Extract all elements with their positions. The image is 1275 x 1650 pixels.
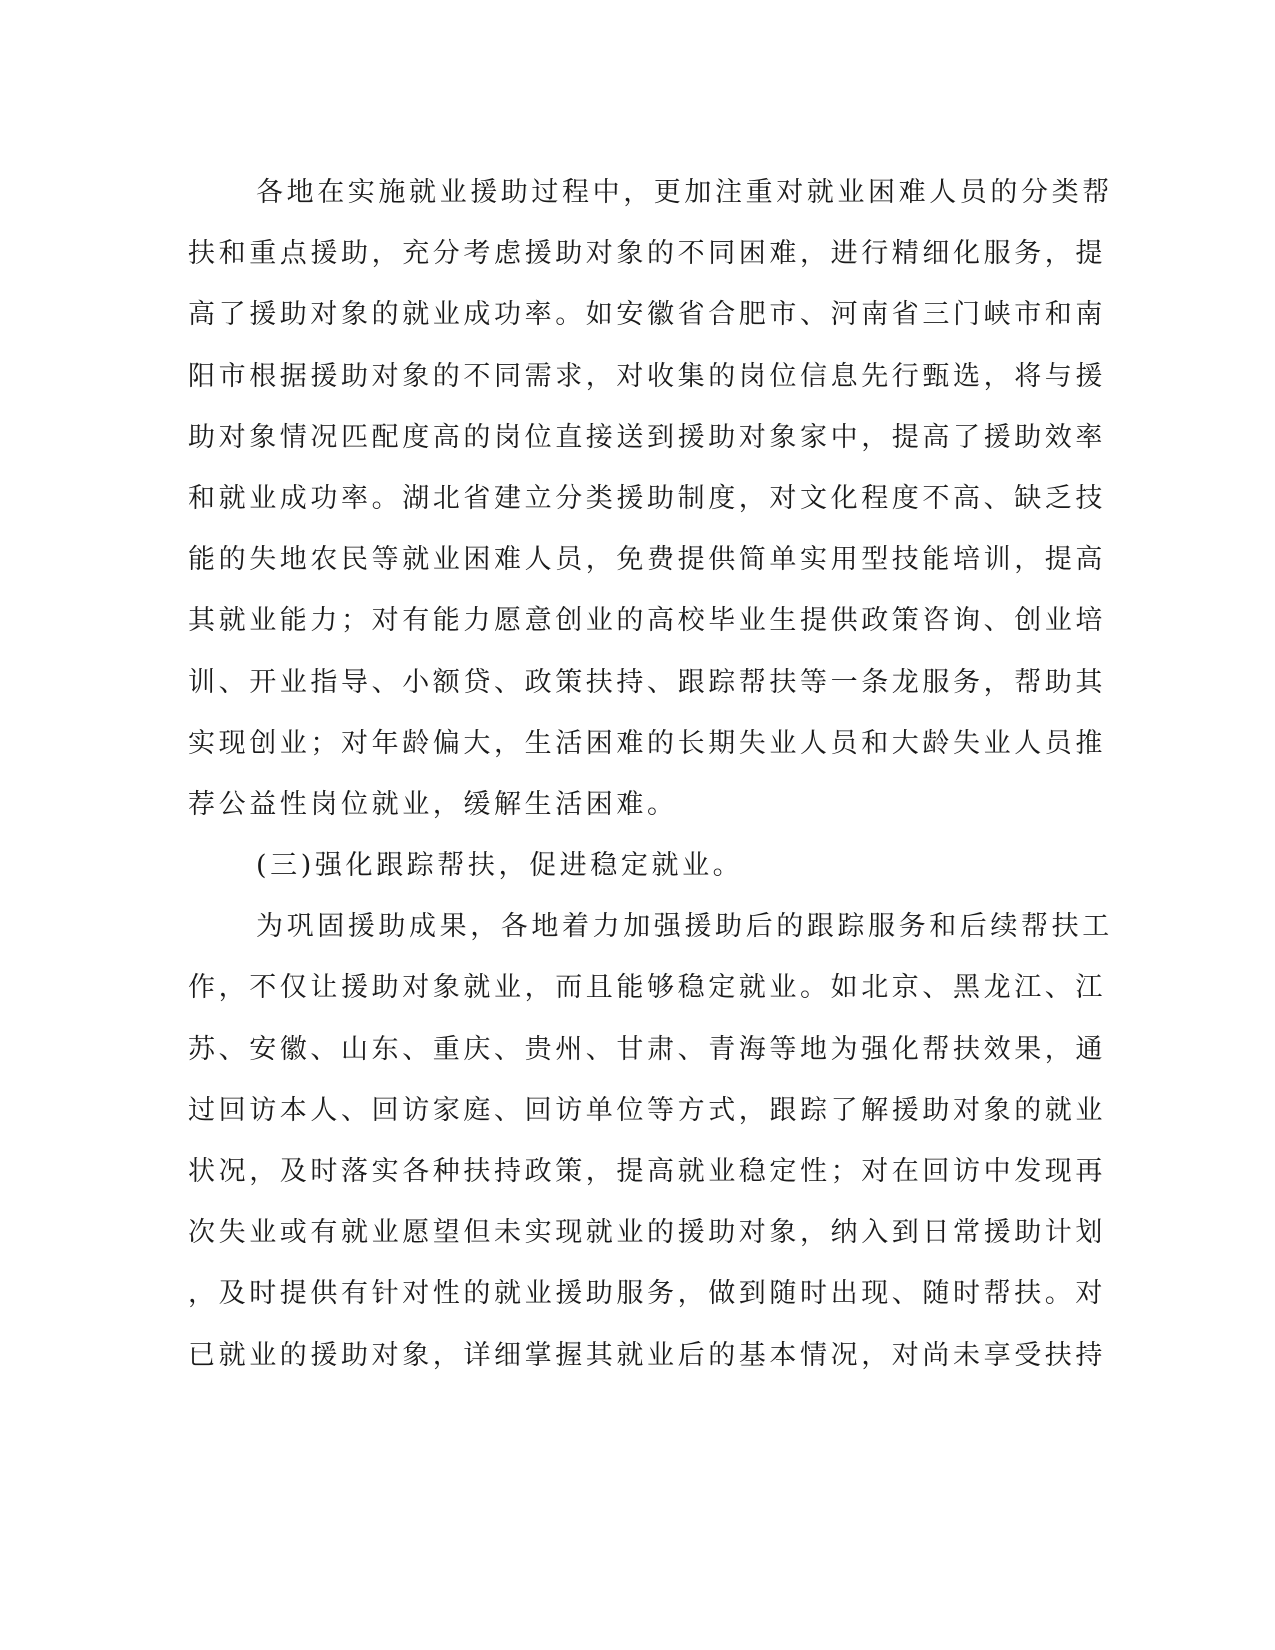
paragraph-line: 能的失地农民等就业困难人员，免费提供简单实用型技能培训，提高 (188, 544, 1106, 576)
paragraph-line: 各地在实施就业援助过程中，更加注重对就业困难人员的分类帮 (256, 177, 1113, 208)
paragraph-line: 高了援助对象的就业成功率。如安徽省合肥市、河南省三门峡市和南 (188, 299, 1106, 331)
paragraph-line: 助对象情况匹配度高的岗位直接送到援助对象家中，提高了援助效率 (188, 421, 1106, 453)
paragraph-line: 和就业成功率。湖北省建立分类援助制度，对文化程度不高、缺乏技 (188, 482, 1106, 514)
paragraph-line: 作，不仅让援助对象就业，而且能够稳定就业。如北京、黑龙江、江 (188, 972, 1106, 1004)
paragraph-line: 训、开业指导、小额贷、政策扶持、跟踪帮扶等一条龙服务，帮助其 (188, 666, 1106, 698)
section-heading: (三)强化跟踪帮扶，促进稳定就业。 (256, 850, 744, 882)
paragraph-line: 苏、安徽、山东、重庆、贵州、甘肃、青海等地为强化帮扶效果，通 (188, 1033, 1106, 1065)
paragraph-line: 过回访本人、回访家庭、回访单位等方式，跟踪了解援助对象的就业 (188, 1094, 1106, 1126)
paragraph-line: 已就业的援助对象，详细掌握其就业后的基本情况，对尚未享受扶持 (188, 1339, 1106, 1371)
paragraph-line: 阳市根据援助对象的不同需求，对收集的岗位信息先行甄选，将与援 (188, 360, 1106, 392)
paragraph-line: 为巩固援助成果，各地着力加强援助后的跟踪服务和后续帮扶工 (256, 911, 1113, 943)
paragraph-line: ，及时提供有针对性的就业援助服务，做到随时出现、随时帮扶。对 (188, 1278, 1106, 1310)
paragraph-line: 其就业能力；对有能力愿意创业的高校毕业生提供政策咨询、创业培 (188, 605, 1106, 637)
paragraph-line: 实现创业；对年龄偏大，生活困难的长期失业人员和大龄失业人员推 (188, 727, 1106, 759)
paragraph-line: 状况，及时落实各种扶持政策，提高就业稳定性；对在回访中发现再 (188, 1156, 1106, 1187)
paragraph-line: 次失业或有就业愿望但未实现就业的援助对象，纳入到日常援助计划 (188, 1217, 1106, 1249)
paragraph-line: 扶和重点援助，充分考虑援助对象的不同困难，进行精细化服务，提 (188, 238, 1106, 270)
paragraph-line: 荐公益性岗位就业，缓解生活困难。 (188, 788, 678, 820)
document-body (188, 162, 1113, 1386)
